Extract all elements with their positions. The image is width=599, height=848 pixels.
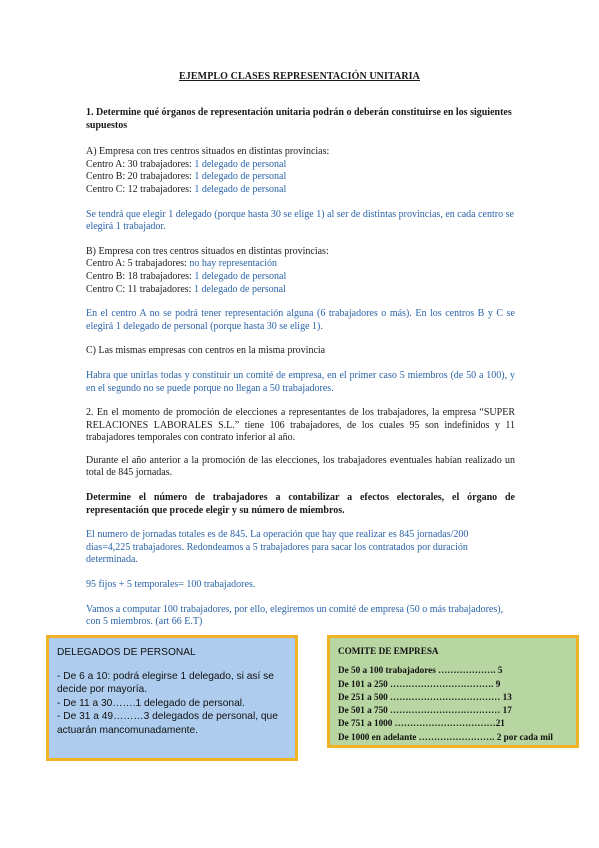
- case-a-row-label: Centro A: 30 trabajadores:: [86, 158, 195, 170]
- case-c-explanation: Habra que unirlas todas y constituir un comité de empresa, en el primer caso 5 miembros (de 50 a 100), y en el segundo no se puede porque no llegan a 50 trabajadores.: [86, 369, 515, 394]
- question-2-prompt: Determine el número de trabajadores a contabilizar a efectos electorales, el órgano de representación que procede elegir y su número de miembros.: [86, 492, 515, 516]
- question-2-context: Durante el año anterior a la promoción de las elecciones, los trabajadores eventuales habían realizado un total de 845 jornadas.: [86, 454, 515, 479]
- case-b-row-label: Centro B: 18 trabajadores:: [86, 270, 195, 282]
- comite-box-line: De 101 a 250 ……………………………. 9: [338, 678, 501, 689]
- delegados-box-line: - De 31 a 49………3 delegados de personal, que actuarán mancomunadamente.: [57, 711, 278, 736]
- delegados-box-line: - De 6 a 10: podrá elegirse 1 delegado, si así se decide por mayoría.: [57, 670, 274, 695]
- case-a-row-label: Centro C: 12 trabajadores:: [86, 183, 195, 195]
- document-body: [86, 107, 515, 629]
- case-b-row: [86, 271, 515, 284]
- case-b-row: [86, 258, 515, 271]
- case-a-row-label: Centro B: 20 trabajadores:: [86, 171, 195, 183]
- comite-box-line: De 251 a 500 ……………………………… 13: [338, 691, 512, 702]
- case-b-intro: B) Empresa con tres centros situados en distintas provincias:: [86, 245, 329, 257]
- comite-box-heading: COMITE DE EMPRESA: [338, 646, 439, 656]
- question-1-heading: 1. Determine qué órganos de representación unitaria podrán o deberán constituirse en los siguientes supuestos: [86, 107, 512, 131]
- case-c-intro: C) Las mismas empresas con centros en la misma provincia: [86, 345, 326, 357]
- case-a-row-answer: 1 delegado de personal: [194, 183, 287, 195]
- delegados-box-line: - De 11 a 30…….1 delegado de personal.: [57, 697, 245, 709]
- question-2-answer-conclusion: Vamos a computar 100 trabajadores, por ello, elegiremos un comité de empresa (50 o más trabajadores), con 5 miembros. (art 66 E.T): [86, 603, 504, 628]
- question-2-answer-total: 95 fijos + 5 temporales= 100 trabajadores.: [86, 579, 256, 591]
- case-b-row-label: Centro C: 11 trabajadores:: [86, 283, 194, 295]
- case-a-intro: A) Empresa con tres centros situados en distintas provincias:: [86, 146, 330, 158]
- comite-box-line: De 501 a 750 ……………………………… 17: [338, 705, 512, 716]
- case-a-row: [86, 171, 515, 184]
- comite-box-line: De 1000 en adelante ……………………. 2 por cada mil: [338, 731, 553, 742]
- comite-box-line: De 50 a 100 trabajadores ………………. 5: [338, 665, 503, 676]
- comite-box-line: De 751 a 1000 ……………………………21: [338, 718, 505, 729]
- case-b-row-answer: 1 delegado de personal: [193, 283, 286, 295]
- case-b-row: [86, 284, 515, 297]
- document-title: EJEMPLO CLASES REPRESENTACIÓN UNITARIA: [179, 71, 420, 82]
- case-a-row: [86, 184, 515, 197]
- case-a-row: [86, 159, 515, 172]
- case-b-row-label: Centro A: 5 trabajadores:: [86, 258, 190, 270]
- case-b-row-answer: 1 delegado de personal: [194, 270, 287, 282]
- question-2-answer-calculation: El numero de jornadas totales es de 845. La operación que hay que realizar es 845 jornadas/200 días=4,225 trabajadores. Redondeamos a 5 trabajadores para sacar los contratados por duración determinada.: [86, 529, 469, 566]
- delegados-box-heading: DELEGADOS DE PERSONAL: [57, 647, 196, 658]
- case-a-explanation: Se tendrá que elegir 1 delegado (porque hasta 30 se elige 1) al ser de distintas provincias, en cada centro se elegirá 1 trabajador.: [86, 208, 514, 233]
- question-2-statement: 2. En el momento de promoción de elecciones a representantes de los trabajadores, la empresa “SUPER RELACIONES LABORALES S.L.” tiene 106 trabajadores, de los cuales 95 son indefinidos y 11 trabajadores temporales con contrato inferior al año.: [86, 407, 515, 444]
- case-a-row-answer: 1 delegado de personal: [194, 158, 287, 170]
- case-b-row-answer: no hay representación: [189, 258, 278, 270]
- case-a-row-answer: 1 delegado de personal: [194, 171, 287, 183]
- case-b-explanation: En el centro A no se podrá tener representación alguna (6 trabajadores o más). En los centros B y C se elegirá 1 delegado de personal (porque hasta 30 se elige 1).: [86, 308, 515, 332]
- comite-box: [327, 635, 579, 748]
- delegados-box: [46, 635, 298, 761]
